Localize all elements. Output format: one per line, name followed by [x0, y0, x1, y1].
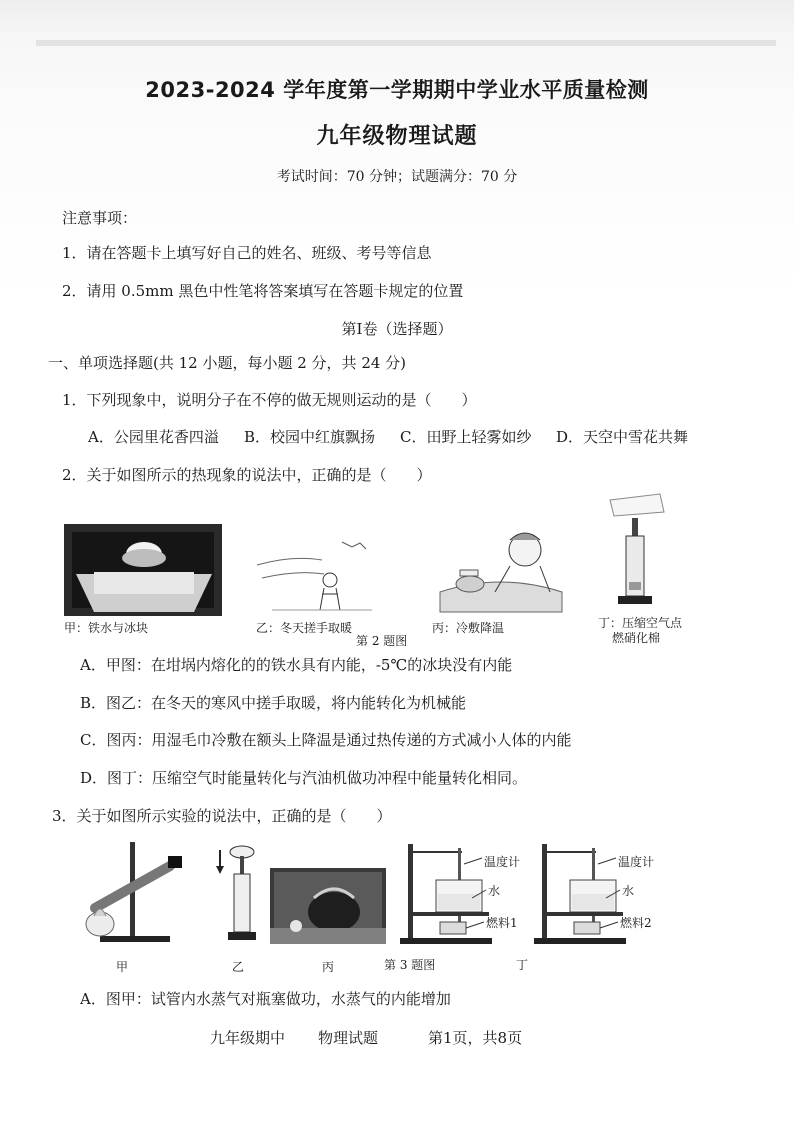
- q2-option-c: C．图丙：用湿毛巾冷敷在额头上降温是通过热传递的方式减小人体的内能: [80, 731, 572, 749]
- q1-option-b: B．校园中红旗飘扬: [244, 428, 376, 446]
- q1-stem: 1．下列现象中，说明分子在不停的做无规则运动的是（ ）: [62, 391, 477, 409]
- footer-page-number: 第1页，共8页: [428, 1029, 523, 1047]
- q1-option-a: A．公园里花香四溢: [88, 428, 219, 446]
- exam-title: 2023-2024 学年度第一学期期中学业水平质量检测: [145, 78, 649, 102]
- q3-caption-ding: 丁: [516, 958, 529, 972]
- notice-heading: 注意事项：: [62, 209, 138, 227]
- q2-stem: 2．关于如图所示的热现象的说法中，正确的是（ ）: [62, 466, 432, 484]
- q3-figure-bing-photo: [270, 868, 386, 944]
- q3-label-fuel2: 燃料2: [620, 916, 652, 930]
- q2-option-d: D．图丁：压缩空气时能量转化与汽油机做功冲程中能量转化相同。: [80, 769, 528, 787]
- q2-caption-jia: 甲：铁水与冰块: [64, 621, 149, 635]
- q2-caption-bing: 丙：冷敷降温: [432, 621, 505, 635]
- footer-subject: 物理试题: [318, 1029, 379, 1047]
- q2-figure-yi-drawing: [252, 530, 382, 616]
- volume-title: 第Ⅰ卷（选择题）: [341, 320, 453, 338]
- q1-option-c: C．田野上轻雾如纱: [400, 428, 532, 446]
- q3-option-a: A．图甲：试管内水蒸气对瓶塞做功，水蒸气的内能增加: [80, 990, 451, 1008]
- notice-item-1: 1．请在答题卡上填写好自己的姓名、班级、考号等信息: [62, 244, 432, 262]
- q3-caption-jia: 甲: [116, 960, 129, 974]
- q2-figure-ding-drawing: [600, 490, 672, 616]
- q3-label-water-right: 水: [622, 884, 635, 898]
- q2-caption-ding-line2: 燃硝化棉: [612, 631, 661, 645]
- q2-option-a: A．甲图：在坩埚内熔化的的铁水具有内能，-5℃的冰块没有内能: [80, 656, 513, 674]
- q1-option-d: D．天空中雪花共舞: [556, 428, 689, 446]
- q3-figure-yi-drawing: [214, 842, 260, 946]
- section-heading: 一、单项选择题(共 12 小题，每小题 2 分，共 24 分): [48, 354, 407, 372]
- q2-figure-bing-drawing: [430, 522, 572, 616]
- exam-subtitle: 九年级物理试题: [316, 124, 478, 149]
- q2-caption-ding-line1: 丁：压缩空气点: [598, 616, 683, 630]
- q3-label-water-left: 水: [488, 884, 501, 898]
- q3-figure-jia-drawing: [70, 838, 184, 946]
- scan-edge-band: [36, 40, 776, 46]
- q3-figure-title: 第 3 题图: [384, 958, 436, 972]
- q2-figure-jia-photo: [64, 524, 222, 616]
- q3-caption-bing: 丙: [322, 960, 335, 974]
- q2-caption-yi: 乙：冬天搓手取暖: [256, 621, 353, 635]
- q2-figure-title: 第 2 题图: [356, 634, 408, 648]
- q3-label-thermometer-right: 温度计: [618, 855, 655, 869]
- q3-label-thermometer-left: 温度计: [484, 855, 521, 869]
- q3-stem: 3．关于如图所示实验的说法中，正确的是（ ）: [52, 807, 392, 825]
- footer-grade: 九年级期中: [210, 1029, 286, 1047]
- notice-item-2: 2．请用 0.5mm 黑色中性笔将答案填写在答题卡规定的位置: [62, 282, 464, 300]
- q2-option-b: B．图乙：在冬天的寒风中搓手取暖，将内能转化为机械能: [80, 694, 467, 712]
- exam-info: 考试时间：70 分钟；试题满分：70 分: [276, 169, 518, 185]
- q3-caption-yi: 乙: [232, 960, 245, 974]
- q3-label-fuel1: 燃料1: [486, 916, 518, 930]
